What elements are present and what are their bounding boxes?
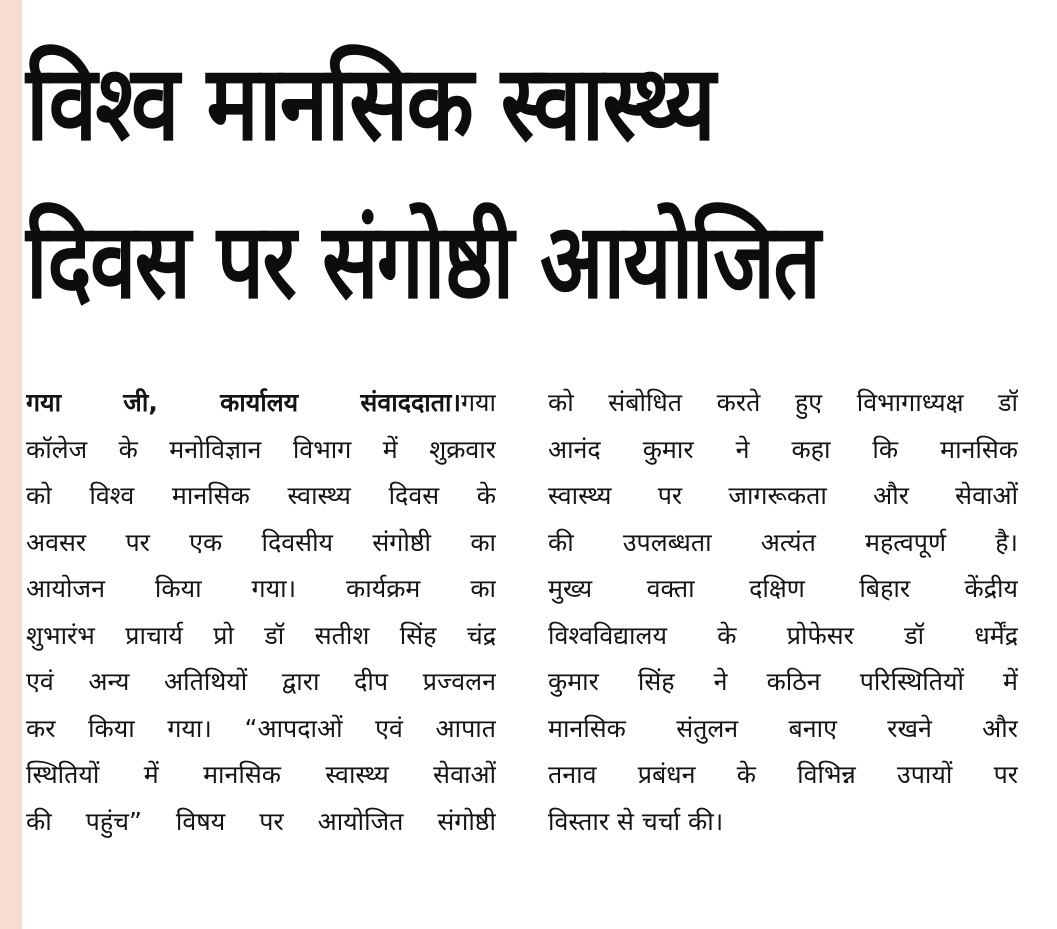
body-line: आयोजन किया गया। कार्यक्रम का [26,574,496,603]
headline-line-1: विश्व मानसिक स्वास्थ्य [26,42,715,164]
page-margin-strip [0,0,22,929]
body-line: कॉलेज के मनोविज्ञान विभाग में शुक्रवार [26,434,496,464]
article-column-right [548,380,1018,845]
body-line: अवसर पर एक दिवसीय संगोष्ठी का [26,527,496,557]
article-column-left [26,380,496,845]
body-line: की उपलब्धता अत्यंत महत्वपूर्ण है। [548,527,1018,557]
body-line: विश्वविद्यालय के प्रोफेसर डॉ धर्मेंद्र [548,620,1018,650]
body-line: की पहुंच” विषय पर आयोजित संगोष्ठी [26,806,496,836]
body-line: स्वास्थ्य पर जागरूकता और सेवाओं [548,481,1018,510]
body-line: कुमार सिंह ने कठिन परिस्थितियों में [548,667,1018,696]
body-line: तनाव प्रबंधन के विभिन्न उपायों पर [548,760,1018,789]
body-line: एवं अन्य अतिथियों द्वारा दीप प्रज्वलन [26,667,496,696]
body-line: शुभारंभ प्राचार्य प्रो डॉ सतीश सिंह चंद्र [26,620,496,650]
dateline: गया जी, कार्यालय संवाददाता। [26,388,461,417]
body-line: मुख्य वक्ता दक्षिण बिहार केंद्रीय [548,574,1018,603]
body-text: गया [460,388,496,417]
body-line: स्थितियों में मानसिक स्वास्थ्य सेवाओं [26,760,496,789]
body-line: को विश्व मानसिक स्वास्थ्य दिवस के [26,481,496,510]
body-line: कर किया गया। “आपदाओं एवं आपात [26,713,496,743]
body-line: मानसिक संतुलन बनाए रखने और [548,713,1018,743]
body-line: आनंद कुमार ने कहा कि मानसिक [548,434,1018,464]
body-line: विस्तार से चर्चा की। [548,806,724,836]
body-line: को संबोधित करते हुए विभागाध्यक्ष डॉ [548,388,1018,417]
body-line [26,380,496,427]
headline-line-2: दिवस पर संगोष्ठी आयोजित [26,200,820,322]
